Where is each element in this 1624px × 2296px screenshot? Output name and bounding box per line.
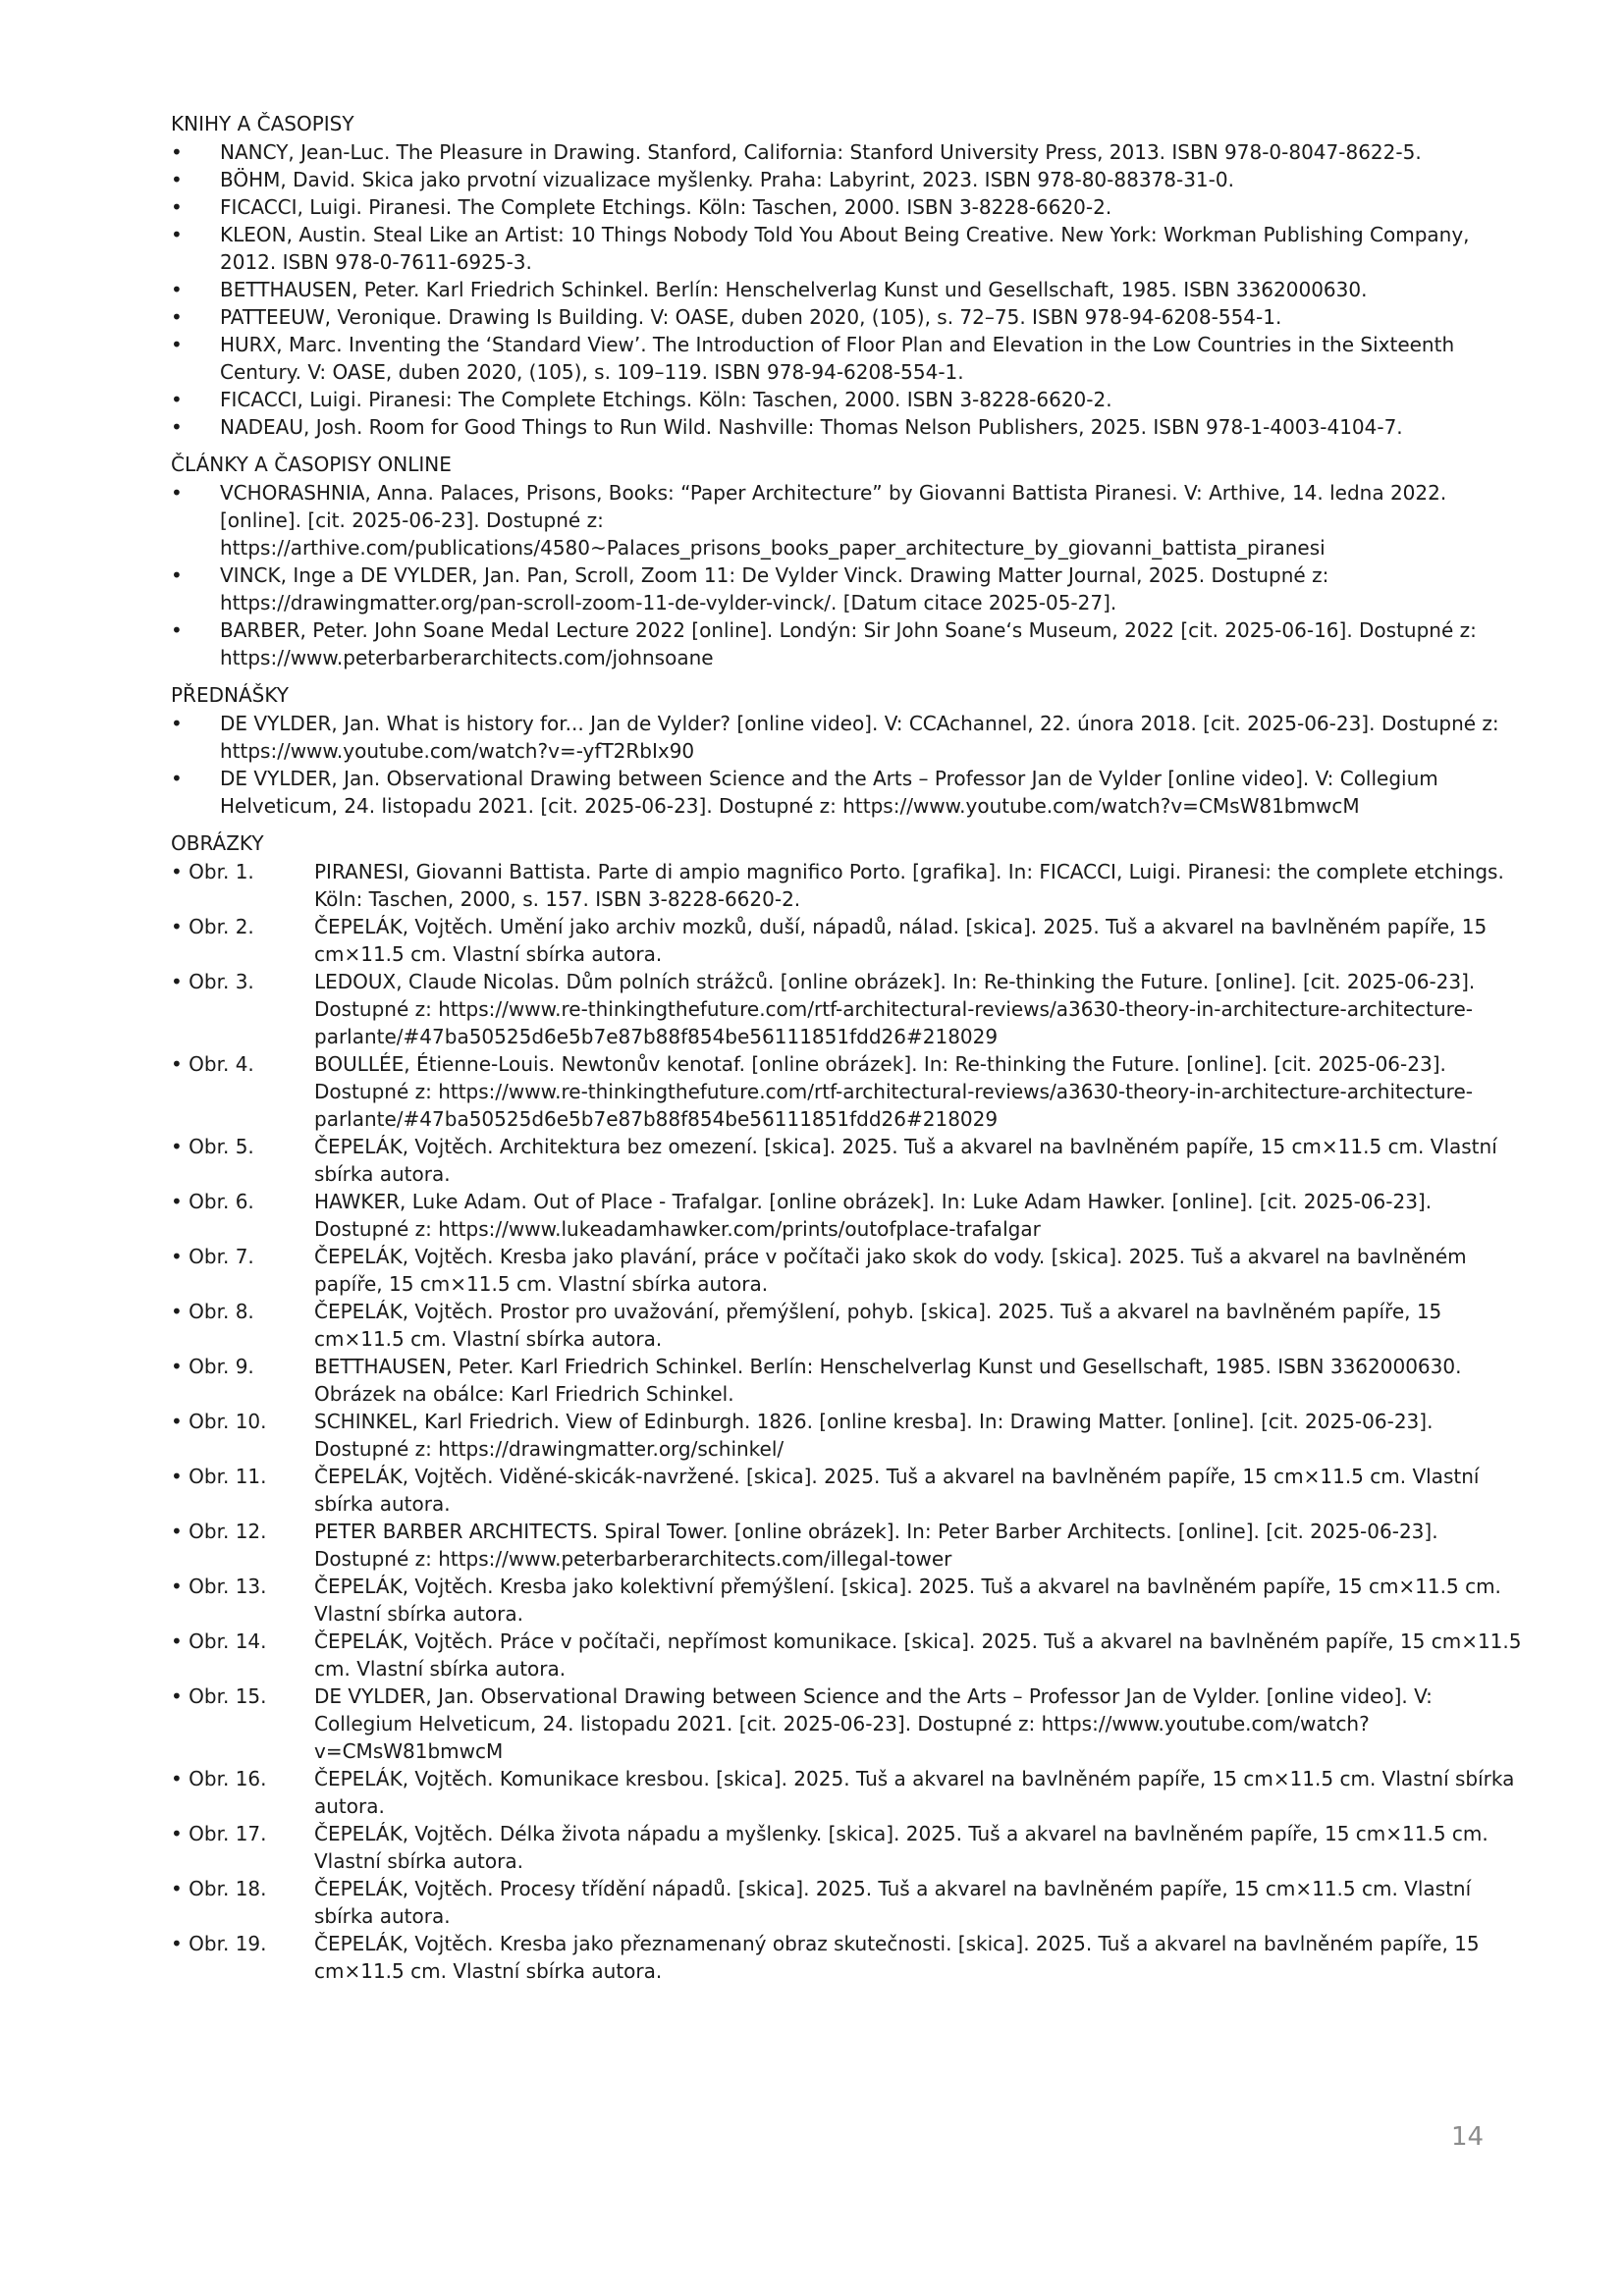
figure-citation: PETER BARBER ARCHITECTS. Spiral Tower. [online obrázek]. In: Peter Barber Architects. [online]. [cit. 2025-06-23]. Dostupné z: https://www.peterbarberarchitects.com/illegal-tower xyxy=(314,1520,1438,1571)
figure-citation: ČEPELÁK, Vojtěch. Prostor pro uvažování, přemýšlení, pohyb. [skica]. 2025. Tuš a akvarel na bavlněném papíře, 15 cm×11.5 cm. Vlastní sbírka autora. xyxy=(314,1300,1442,1351)
figure-item xyxy=(171,1682,1530,1765)
figure-label: • Obr. 11. xyxy=(171,1465,267,1488)
figure-item xyxy=(171,1243,1530,1298)
citation-text: VCHORASHNIA, Anna. Palaces, Prisons, Books: “Paper Architecture” by Giovanni Battista Piranesi. V: Arthive, 14. ledna 2022. [online]. [cit. 2025-06-23]. Dostupné z: https://arthive.com/publications/4580~Palaces_prisons_books_paper_architecture_by_giovanni_battista_piranesi xyxy=(220,481,1447,560)
figure-item xyxy=(171,1930,1530,1985)
bullet: • xyxy=(171,278,183,301)
figure-label: • Obr. 8. xyxy=(171,1300,254,1323)
figure-item xyxy=(171,1820,1530,1875)
list-item xyxy=(171,138,1530,166)
bullet: • xyxy=(171,388,183,411)
figure-label: • Obr. 3. xyxy=(171,970,254,993)
figure-label: • Obr. 7. xyxy=(171,1245,254,1268)
list-item xyxy=(171,616,1530,671)
citation-text: FICACCI, Luigi. Piranesi. The Complete Etchings. Köln: Taschen, 2000. ISBN 3-8228-6620-2. xyxy=(220,195,1112,219)
bullet: • xyxy=(171,712,183,735)
section-title-articles: ČLÁNKY A ČASOPISY ONLINE xyxy=(171,453,452,476)
figures-list xyxy=(171,858,1530,1985)
bullet: • xyxy=(171,195,183,219)
figure-item xyxy=(171,1050,1530,1133)
list-item xyxy=(171,221,1530,276)
figure-item xyxy=(171,1518,1530,1573)
figure-citation: ČEPELÁK, Vojtěch. Architektura bez omezení. [skica]. 2025. Tuš a akvarel na bavlněném papíře, 15 cm×11.5 cm. Vlastní sbírka autora. xyxy=(314,1135,1497,1186)
list-item xyxy=(171,303,1530,331)
bullet: • xyxy=(171,481,183,505)
figure-item xyxy=(171,1298,1530,1353)
list-item xyxy=(171,561,1530,616)
figure-item xyxy=(171,1188,1530,1243)
figure-citation: ČEPELÁK, Vojtěch. Viděné-skicák-navržené. [skica]. 2025. Tuš a akvarel na bavlněném papíře, 15 cm×11.5 cm. Vlastní sbírka autora. xyxy=(314,1465,1480,1516)
bullet: • xyxy=(171,140,183,164)
figure-citation: SCHINKEL, Karl Friedrich. View of Edinburgh. 1826. [online kresba]. In: Drawing Matter. [online]. [cit. 2025-06-23]. Dostupné z: https://drawingmatter.org/schinkel/ xyxy=(314,1410,1434,1461)
figure-item xyxy=(171,1133,1530,1188)
articles-list xyxy=(171,479,1530,671)
bibliography xyxy=(171,110,1530,1985)
list-item xyxy=(171,331,1530,386)
figure-item xyxy=(171,1765,1530,1820)
citation-text: BARBER, Peter. John Soane Medal Lecture 2022 [online]. Londýn: Sir John Soane‘s Museum, 2022 [cit. 2025-06-16]. Dostupné z: https://www.peterbarberarchitects.com/johnsoane xyxy=(220,618,1477,669)
bullet: • xyxy=(171,168,183,191)
figure-citation: ČEPELÁK, Vojtěch. Práce v počítači, nepřímost komunikace. [skica]. 2025. Tuš a akvarel na bavlněném papíře, 15 cm×11.5 cm. Vlastní sbírka autora. xyxy=(314,1629,1522,1681)
lectures-list xyxy=(171,710,1530,820)
bullet: • xyxy=(171,223,183,246)
section-title-lectures: PŘEDNÁŠKY xyxy=(171,683,289,707)
citation-text: PATTEEUW, Veronique. Drawing Is Building. V: OASE, duben 2020, (105), s. 72–75. ISBN 978-94-6208-554-1. xyxy=(220,305,1282,329)
figure-item xyxy=(171,1463,1530,1518)
figure-item xyxy=(171,913,1530,968)
citation-text: DE VYLDER, Jan. Observational Drawing between Science and the Arts – Professor Jan de Vylder [online video]. V: Collegium Helveticum, 24. listopadu 2021. [cit. 2025-06-23]. Dostupné z: https://www.youtube.com/watch?v=CMsW81bmwcM xyxy=(220,767,1438,818)
figure-item xyxy=(171,1353,1530,1408)
books-list xyxy=(171,138,1530,441)
figure-label: • Obr. 15. xyxy=(171,1684,267,1708)
figure-citation: ČEPELÁK, Vojtěch. Komunikace kresbou. [skica]. 2025. Tuš a akvarel na bavlněném papíře, 15 cm×11.5 cm. Vlastní sbírka autora. xyxy=(314,1767,1515,1818)
figure-label: • Obr. 4. xyxy=(171,1052,254,1076)
figure-citation: PIRANESI, Giovanni Battista. Parte di ampio magnifico Porto. [grafika]. In: FICACCI, Luigi. Piranesi: the complete etchings. Köln: Taschen, 2000, s. 157. ISBN 3-8228-6620-2. xyxy=(314,860,1504,911)
figure-citation: ČEPELÁK, Vojtěch. Kresba jako plavání, práce v počítači jako skok do vody. [skica]. 2025. Tuš a akvarel na bavlněném papíře, 15 cm×11.5 cm. Vlastní sbírka autora. xyxy=(314,1245,1467,1296)
section-title-figures: OBRÁZKY xyxy=(171,831,264,855)
citation-text: KLEON, Austin. Steal Like an Artist: 10 Things Nobody Told You About Being Creative. New York: Workman Publishing Company, 2012. ISBN 978-0-7611-6925-3. xyxy=(220,223,1470,274)
citation-text: VINCK, Inge a DE VYLDER, Jan. Pan, Scroll, Zoom 11: De Vylder Vinck. Drawing Matter Journal, 2025. Dostupné z: https://drawingmatter.org/pan-scroll-zoom-11-de-vylder-vinck/. [Datum citace 2025-05-27]. xyxy=(220,563,1329,614)
citation-text: DE VYLDER, Jan. What is history for... Jan de Vylder? [online video]. V: CCAchannel, 22. února 2018. [cit. 2025-06-23]. Dostupné z: https://www.youtube.com/watch?v=-yfT2RbIx90 xyxy=(220,712,1499,763)
list-item xyxy=(171,386,1530,413)
page-number: 14 xyxy=(1451,2122,1485,2152)
citation-text: NANCY, Jean-Luc. The Pleasure in Drawing. Stanford, California: Stanford University Press, 2013. ISBN 978-0-8047-8622-5. xyxy=(220,140,1422,164)
figure-citation: DE VYLDER, Jan. Observational Drawing between Science and the Arts – Professor Jan de Vylder. [online video]. V: Collegium Helveticum, 24. listopadu 2021. [cit. 2025-06-23]. Dostupné z: https://www.youtube.com/watch?v=CMsW81bmwcM xyxy=(314,1684,1433,1763)
figure-label: • Obr. 14. xyxy=(171,1629,267,1653)
bullet: • xyxy=(171,563,183,587)
figure-item xyxy=(171,1628,1530,1682)
figure-citation: ČEPELÁK, Vojtěch. Kresba jako přeznamenaný obraz skutečnosti. [skica]. 2025. Tuš a akvarel na bavlněném papíře, 15 cm×11.5 cm. Vlastní sbírka autora. xyxy=(314,1932,1480,1983)
citation-text: HURX, Marc. Inventing the ‘Standard View’. The Introduction of Floor Plan and Elevation in the Low Countries in the Sixteenth Century. V: OASE, duben 2020, (105), s. 109–119. ISBN 978-94-6208-554-1. xyxy=(220,333,1455,384)
figure-citation: BETTHAUSEN, Peter. Karl Friedrich Schinkel. Berlín: Henschelverlag Kunst und Gesellschaft, 1985. ISBN 3362000630. Obrázek na obálce: Karl Friedrich Schinkel. xyxy=(314,1355,1462,1406)
figure-label: • Obr. 16. xyxy=(171,1767,267,1790)
figure-item xyxy=(171,1875,1530,1930)
section-title-books: KNIHY A ČASOPISY xyxy=(171,112,354,135)
bullet: • xyxy=(171,333,183,356)
figure-citation: BOULLÉE, Étienne-Louis. Newtonův kenotaf. [online obrázek]. In: Re-thinking the Future. [online]. [cit. 2025-06-23]. Dostupné z: https://www.re-thinkingthefuture.com/rtf-architectural-reviews/a3630-theory-in-architecture-architecture-parlante/#47ba50525d6e5b7e87b88f854be56111851fdd26#218029 xyxy=(314,1052,1473,1131)
figure-label: • Obr. 2. xyxy=(171,915,254,938)
bullet: • xyxy=(171,618,183,642)
figure-citation: HAWKER, Luke Adam. Out of Place - Trafalgar. [online obrázek]. In: Luke Adam Hawker. [online]. [cit. 2025-06-23]. Dostupné z: https://www.lukeadamhawker.com/prints/outofplace-trafalgar xyxy=(314,1190,1433,1241)
figure-label: • Obr. 1. xyxy=(171,860,254,883)
figure-citation: ČEPELÁK, Vojtěch. Délka života nápadu a myšlenky. [skica]. 2025. Tuš a akvarel na bavlněném papíře, 15 cm×11.5 cm. Vlastní sbírka autora. xyxy=(314,1822,1489,1873)
bullet: • xyxy=(171,415,183,439)
figure-item xyxy=(171,1408,1530,1463)
figure-label: • Obr. 13. xyxy=(171,1575,267,1598)
figure-label: • Obr. 5. xyxy=(171,1135,254,1158)
citation-text: BÖHM, David. Skica jako prvotní vizualizace myšlenky. Praha: Labyrint, 2023. ISBN 978-80-88378-31-0. xyxy=(220,168,1234,191)
figure-label: • Obr. 18. xyxy=(171,1877,267,1900)
citation-text: BETTHAUSEN, Peter. Karl Friedrich Schinkel. Berlín: Henschelverlag Kunst und Gesellschaft, 1985. ISBN 3362000630. xyxy=(220,278,1368,301)
figure-label: • Obr. 17. xyxy=(171,1822,267,1845)
citation-text: FICACCI, Luigi. Piranesi: The Complete Etchings. Köln: Taschen, 2000. ISBN 3-8228-6620-2. xyxy=(220,388,1112,411)
list-item xyxy=(171,166,1530,193)
bullet: • xyxy=(171,767,183,790)
list-item xyxy=(171,276,1530,303)
figure-label: • Obr. 19. xyxy=(171,1932,267,1955)
figure-label: • Obr. 6. xyxy=(171,1190,254,1213)
list-item xyxy=(171,710,1530,765)
list-item xyxy=(171,193,1530,221)
figure-item xyxy=(171,968,1530,1050)
list-item xyxy=(171,413,1530,441)
bullet: • xyxy=(171,305,183,329)
figure-item xyxy=(171,1573,1530,1628)
list-item xyxy=(171,765,1530,820)
list-item xyxy=(171,479,1530,561)
figure-label: • Obr. 9. xyxy=(171,1355,254,1378)
figure-citation: ČEPELÁK, Vojtěch. Kresba jako kolektivní přemýšlení. [skica]. 2025. Tuš a akvarel na bavlněném papíře, 15 cm×11.5 cm. Vlastní sbírka autora. xyxy=(314,1575,1501,1626)
figure-label: • Obr. 12. xyxy=(171,1520,267,1543)
figure-citation: ČEPELÁK, Vojtěch. Umění jako archiv mozků, duší, nápadů, nálad. [skica]. 2025. Tuš a akvarel na bavlněném papíře, 15 cm×11.5 cm. Vlastní sbírka autora. xyxy=(314,915,1488,966)
figure-citation: LEDOUX, Claude Nicolas. Dům polních strážců. [online obrázek]. In: Re-thinking the Future. [online]. [cit. 2025-06-23]. Dostupné z: https://www.re-thinkingthefuture.com/rtf-architectural-reviews/a3630-theory-in-architecture-architecture-parlante/#47ba50525d6e5b7e87b88f854be56111851fdd26#218029 xyxy=(314,970,1476,1048)
figure-label: • Obr. 10. xyxy=(171,1410,267,1433)
citation-text: NADEAU, Josh. Room for Good Things to Run Wild. Nashville: Thomas Nelson Publishers, 2025. ISBN 978-1-4003-4104-7. xyxy=(220,415,1403,439)
figure-citation: ČEPELÁK, Vojtěch. Procesy třídění nápadů. [skica]. 2025. Tuš a akvarel na bavlněném papíře, 15 cm×11.5 cm. Vlastní sbírka autora. xyxy=(314,1877,1472,1928)
figure-item xyxy=(171,858,1530,913)
